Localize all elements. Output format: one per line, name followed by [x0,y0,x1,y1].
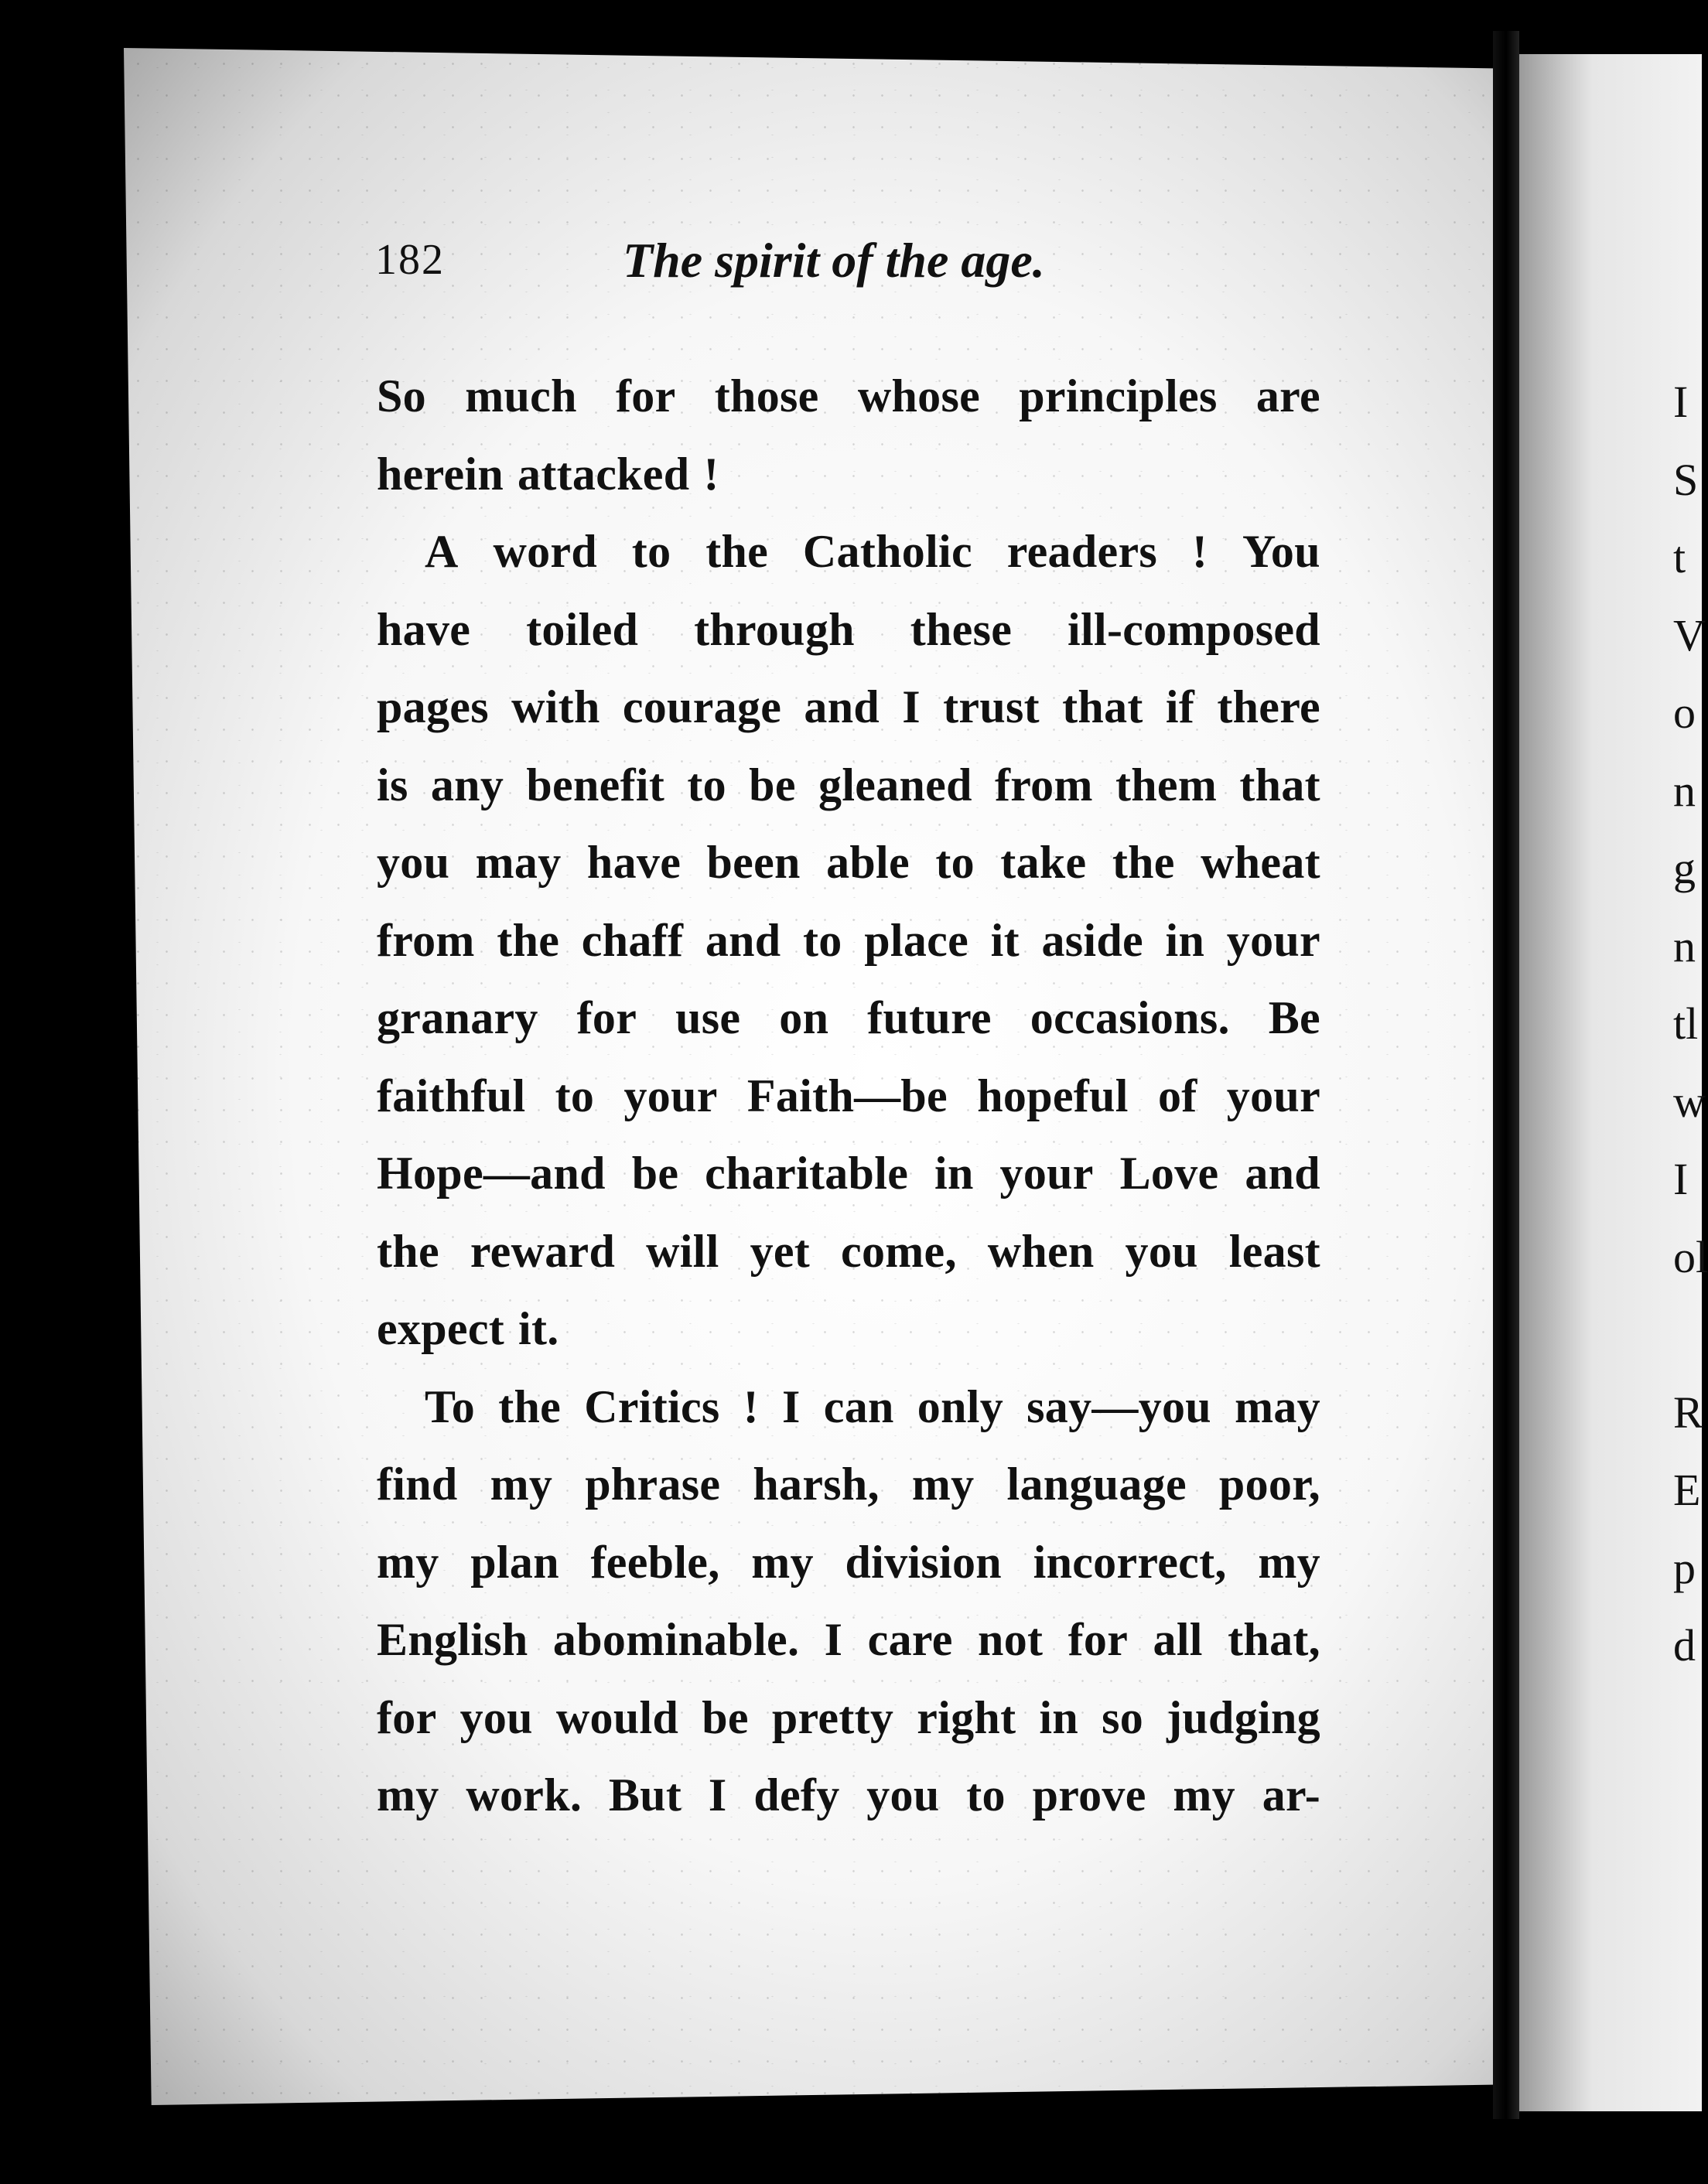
facing-page-fragment: I [1673,377,1689,427]
book-gutter [1493,31,1519,2119]
facing-page-fragment: S [1673,454,1699,505]
text-line: pages with courage and I trust that if there [377,681,1320,732]
text-line: the reward will yet come, when you least [377,1225,1320,1277]
text-line: from the chaff and to place it aside in your [377,914,1320,966]
text-line: To the Critics ! I can only say—you may [425,1380,1320,1432]
page-number: 182 [375,236,445,284]
running-title: The spirit of the age. [623,233,1045,288]
text-line: find my phrase harsh, my language poor, [377,1459,1320,1510]
text-line: A word to the Catholic readers ! You [425,526,1320,577]
facing-page-fragment: V [1673,609,1706,660]
facing-page-fragment: t [1673,532,1686,582]
facing-page-fragment: ol [1673,1231,1708,1282]
facing-page-fragment: E [1673,1465,1701,1515]
facing-page-fragment: p [1673,1542,1696,1593]
facing-page-fragment: g [1673,843,1696,893]
text-line: expect it. [377,1303,559,1354]
text-line: granary for use on future occasions. Be [377,992,1320,1043]
text-line: faithful to your Faith—be hopeful of your [377,1070,1320,1121]
text-line: So much for those whose principles are [377,370,1320,421]
text-line: herein attacked ! [377,448,719,500]
facing-page-fragment: w [1673,1076,1706,1127]
text-line: English abominable. I care not for all that, [377,1614,1320,1665]
text-line: have toiled through these ill-composed [377,603,1320,655]
facing-page-fragment: n [1673,920,1696,971]
facing-page-fragment: tl [1673,998,1699,1049]
facing-page-fragment: d [1673,1620,1696,1670]
running-head [375,232,1342,302]
facing-page-fragment: I [1673,1154,1689,1204]
facing-page-fragment: R [1673,1387,1703,1438]
text-line: for you would be pretty right in so judging [377,1691,1320,1743]
body-text [377,357,1320,1834]
text-line: my work. But I defy you to prove my ar- [377,1769,1320,1821]
text-line: Hope—and be charitable in your Love and [377,1148,1320,1199]
facing-page-fragment: o [1673,688,1696,738]
facing-page-text-fragments [1673,363,1708,1685]
text-line: is any benefit to be gleaned from them that [377,759,1320,810]
facing-page-fragment [1673,1296,1708,1374]
text-line: my plan feeble, my division incorrect, my [377,1536,1320,1588]
text-line: you may have been able to take the wheat [377,837,1320,888]
facing-page-fragment: n [1673,765,1696,816]
